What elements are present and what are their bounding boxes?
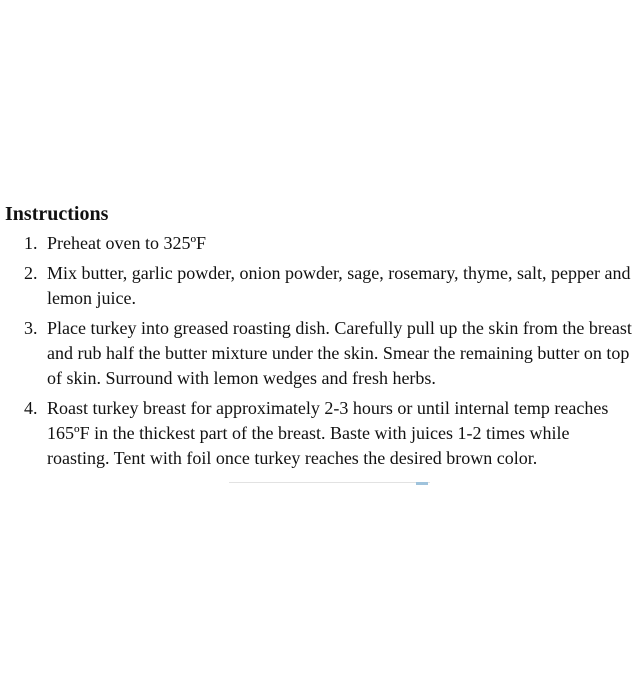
step-number: 4. [24, 398, 38, 418]
step-number: 3. [24, 318, 38, 338]
step-text: Preheat oven to 325ºF [47, 233, 207, 253]
step-number: 2. [24, 263, 38, 283]
step-text: Mix butter, garlic powder, onion powder, sage, rosemary, thyme, salt, pepper and lemon juice. [47, 263, 631, 308]
instructions-list [0, 231, 640, 471]
instructions-heading: Instructions [5, 203, 109, 225]
step-text: Place turkey into greased roasting dish. Carefully pull up the skin from the breast and rub half the butter mixture under the skin. Smear the remaining butter on top of skin. Surround with lemon wedges and fresh herbs. [47, 318, 632, 388]
instruction-step [0, 316, 640, 391]
instruction-step [0, 231, 640, 256]
step-number: 1. [24, 233, 38, 253]
step-text: Roast turkey breast for approximately 2-3 hours or until internal temp reaches 165ºF in the thickest part of the breast. Baste with juices 1-2 times while roasting. Tent with foil once turkey reaches the desired brown color. [47, 398, 609, 468]
divider-line [229, 482, 430, 483]
instruction-step [0, 396, 640, 471]
instruction-step [0, 261, 640, 311]
divider-accent [416, 482, 428, 485]
instructions-section [0, 198, 640, 476]
